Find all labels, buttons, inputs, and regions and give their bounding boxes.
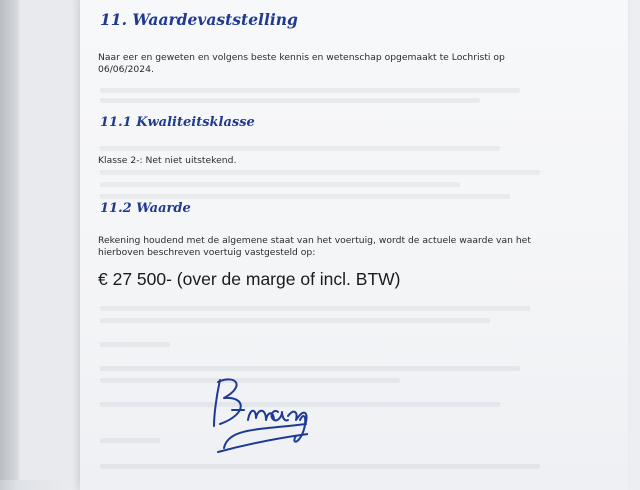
quality-text: Klasse 2-: Net niet uitstekend. <box>98 155 237 166</box>
section-title: 11. Waardevaststelling <box>100 10 298 29</box>
show-through-line <box>100 342 170 347</box>
show-through-line <box>100 306 530 311</box>
value-paragraph: Rekening houdend met de algemene staat van het voertuig, wordt de actuele waarde van het hierboven beschreven voertuig vastgesteld op: <box>98 235 531 258</box>
show-through-line <box>100 146 500 151</box>
show-through-line <box>100 318 490 323</box>
vehicle-value-amount: € 27 500- (over de marge of incl. BTW) <box>98 269 401 289</box>
show-through-line <box>100 88 520 93</box>
background-edge <box>0 0 18 480</box>
quality-heading: 11.1 Kwaliteitsklasse <box>100 115 255 130</box>
value-heading: 11.2 Waarde <box>100 201 191 216</box>
handwritten-signature <box>128 368 308 468</box>
show-through-line <box>100 170 540 175</box>
show-through-line <box>100 182 460 187</box>
show-through-line <box>100 98 480 103</box>
show-through-line <box>100 194 510 199</box>
intro-paragraph: Naar eer en geweten en volgens beste kennis en wetenschap opgemaakt te Lochristi op 06/06/2024. <box>98 52 505 75</box>
